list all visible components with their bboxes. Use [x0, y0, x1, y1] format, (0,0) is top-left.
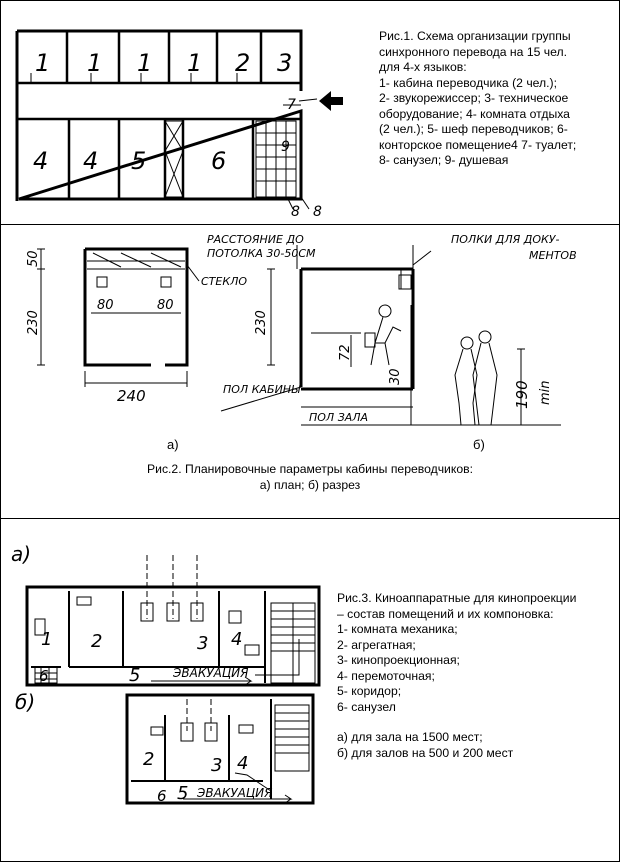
evacuation-label: ЭВАКУАЦИЯ	[173, 666, 249, 680]
shelves-label: ПОЛКИ ДЛЯ ДОКУ-	[451, 233, 560, 246]
distance-label: РАССТОЯНИЕ ДО	[207, 233, 304, 246]
sub-label-a: а)	[11, 542, 32, 566]
dimension-label: 190	[513, 380, 531, 409]
caption-line: 5- коридор;	[337, 684, 402, 698]
room-number: 4	[83, 147, 99, 175]
dimension-label: 230	[26, 310, 41, 335]
caption-line: 6- санузел	[337, 699, 396, 714]
caption-line: – состав помещений и их компоновка:	[337, 606, 554, 621]
caption-line: Рис.2. Планировочные параметры кабины переводчиков:	[147, 462, 473, 476]
shelves-label: МЕНТОВ	[529, 249, 577, 262]
mark-8: 8	[313, 204, 322, 220]
caption-line: 4- перемоточная;	[337, 668, 435, 683]
caption-line: 2- агрегатная;	[337, 637, 416, 652]
dimension-label: 230	[254, 310, 269, 335]
room-number: 3	[211, 755, 223, 776]
room-number: 5	[131, 147, 147, 175]
mark-8: 8	[291, 204, 300, 220]
room-number: 1	[137, 49, 153, 77]
caption-line: синхронного перевода на 15 чел.	[379, 44, 567, 59]
caption-line: 1- кабина переводчика (2 чел.);	[379, 75, 557, 90]
caption-line: 2- звукорежиссер; 3- техническое	[379, 91, 569, 105]
room-number: 5	[177, 783, 189, 804]
evacuation-label: ЭВАКУАЦИЯ	[197, 786, 273, 800]
room-number: 3	[277, 49, 293, 77]
caption-line: 1- комната механика;	[337, 622, 458, 636]
room-number: 2	[143, 749, 155, 770]
caption-line: оборудование; 4- комната отдыха	[379, 106, 570, 121]
glass-label: СТЕКЛО	[201, 275, 248, 288]
figure-2-panel	[0, 224, 620, 520]
caption-line: конторское помещение4 7- туалет;	[379, 137, 577, 152]
caption-line: 8- санузел; 9- душевая	[379, 153, 509, 167]
hall-floor-label: ПОЛ ЗАЛА	[309, 411, 369, 424]
dimension-label: 240	[117, 387, 146, 405]
mark-9: 9	[281, 139, 290, 155]
room-number: 1	[87, 49, 103, 77]
caption-line: а) для зала на 1500 мест;	[337, 730, 483, 744]
figure-1-panel	[0, 0, 620, 226]
caption-line: б) для залов на 500 и 200 мест	[337, 745, 514, 760]
dimension-label: 30	[388, 368, 403, 385]
room-number: 6	[211, 147, 227, 175]
room-number: 4	[231, 629, 243, 650]
room-number: 4	[237, 753, 249, 774]
caption-line: а) план; б) разрез	[259, 478, 361, 492]
figure-3-plans	[1, 519, 331, 819]
entry-arrow-icon	[319, 91, 343, 111]
room-number: 1	[41, 629, 53, 650]
sub-label-b: б)	[15, 690, 36, 714]
sub-label-a: а)	[167, 437, 179, 452]
room-number: 2	[91, 631, 103, 652]
figure-1-plan	[1, 1, 341, 221]
figure-3-panel	[0, 518, 620, 862]
figure-2-caption	[1, 461, 619, 493]
room-number: 6	[157, 787, 167, 805]
room-number: 4	[33, 147, 49, 175]
figure-2-drawings	[1, 225, 619, 455]
cabin-floor-label: ПОЛ КАБИНЫ	[223, 383, 301, 396]
figure-3-caption	[337, 591, 576, 761]
dimension-label: min	[538, 380, 553, 405]
room-number: 6	[39, 667, 49, 685]
room-number: 1	[35, 49, 51, 77]
room-number: 1	[187, 49, 203, 77]
room-number: 3	[197, 633, 209, 654]
caption-line: Рис.1. Схема организации группы	[379, 29, 571, 43]
dimension-label: 50	[26, 250, 41, 267]
sub-label-b: б)	[473, 437, 485, 452]
distance-label: ПОТОЛКА 30-50СМ	[207, 247, 316, 260]
dimension-label: 72	[338, 344, 353, 361]
room-number: 5	[129, 665, 141, 686]
caption-line: для 4-х языков:	[379, 60, 467, 74]
figure-1-caption	[379, 29, 576, 169]
caption-line: 3- кинопроекционная;	[337, 653, 460, 667]
caption-line: Рис.3. Киноаппаратные для кинопроекции	[337, 591, 577, 605]
dimension-label: 80	[157, 298, 174, 313]
caption-line: (2 чел.); 5- шеф переводчиков; 6-	[379, 122, 568, 136]
mark-7: 7	[287, 97, 296, 113]
room-number: 2	[235, 49, 251, 77]
dimension-label: 80	[97, 298, 114, 313]
caption-line	[337, 715, 576, 730]
